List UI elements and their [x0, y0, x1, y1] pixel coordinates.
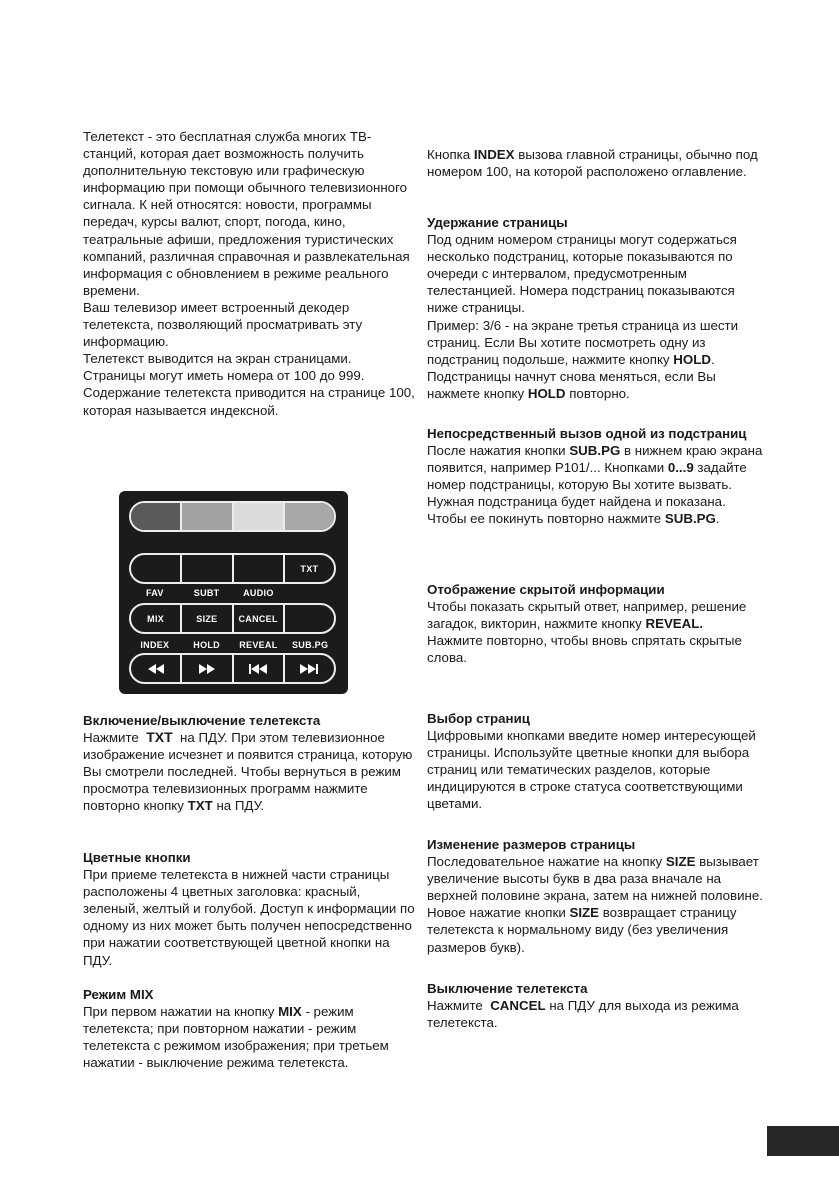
page-select-section: [427, 710, 767, 813]
color-buttons-row: [129, 501, 336, 532]
section-text: Нажмите повторно, чтобы вновь спрятать скрытые слова.: [427, 633, 742, 666]
section-heading: Отображение скрытой информации: [427, 582, 665, 597]
color-buttons-section: [83, 849, 415, 969]
intro-paragraph-3: Телетекст выводится на экран страницами. Страницы могут иметь номера от 100 до 999. Содержание телетекста приводится на странице 100, которая называется индексной.: [83, 351, 415, 418]
section-heading: Выключение телетекста: [427, 981, 588, 996]
audio-button[interactable]: [234, 555, 285, 582]
size-button[interactable]: SIZE: [182, 605, 233, 632]
audio-label: AUDIO: [243, 588, 274, 598]
section-heading: Цветные кнопки: [83, 850, 191, 865]
hold-label: HOLD: [193, 640, 220, 650]
reveal-section: [427, 581, 767, 666]
index-button[interactable]: [131, 655, 182, 682]
fav-label: FAV: [146, 588, 164, 598]
index-section: [427, 146, 767, 180]
function-row-2: [129, 603, 336, 634]
section-heading: Непосредственный вызов одной из подстраниц: [427, 426, 747, 441]
cancel-button[interactable]: CANCEL: [234, 605, 285, 632]
section-text: После нажатия кнопки SUB.PG в нижнем краю экрана появится, например P101/... Кнопками 0...9 задайте номер подстраницы, которую Вы хотите вызвать. Нужная подстраница будет найдена и показана. Чтобы ее покинуть повторно нажмите SUB.PG.: [427, 443, 763, 527]
section-text: Последовательное нажатие на кнопку SIZE вызывает увеличение высоты букв в два раза вначале на верхней половине экрана, затем на нижней половине. Новое нажатие кнопки SIZE возвращает страницу телетекста к нормальному виду (без увеличения размеров букв).: [427, 854, 763, 955]
yellow-button[interactable]: [234, 503, 285, 530]
reveal-label: REVEAL: [239, 640, 278, 650]
section-text: Чтобы показать скрытый ответ, например, решение загадок, викторин, нажмите кнопку REVEAL.: [427, 599, 747, 632]
section-heading: Включение/выключение телетекста: [83, 713, 321, 728]
section-text: При первом нажатии на кнопку MIX - режим телетекста; при повторном нажатии - режим телетекста с режимом изображения; при третьем нажатии - выключение режима телетекста.: [83, 1004, 389, 1071]
mix-mode-section: [83, 986, 415, 1071]
blank-button[interactable]: [285, 605, 334, 632]
red-button[interactable]: [131, 503, 182, 530]
section-text: При приеме телетекста в нижней части страницы расположены 4 цветных заголовка: красный, зеленый, желтый и голубой. Доступ к информации по одному из них может быть получен непосредственно при нажатии соответствующей цветной кнопки на ПДУ.: [83, 867, 415, 968]
section-text: Пример: 3/6 - на экране третья страница из шести страниц. Если Вы хотите посмотреть одну из подстраниц подольше, нажмите кнопку HOLD. Подстраницы начнут снова меняться, если Вы нажмете кнопку HOLD повторно.: [427, 317, 739, 401]
section-text: Кнопка INDEX вызова главной страницы, обычно под номером 100, на которой расположено оглавление.: [427, 147, 758, 180]
intro-paragraph-2: Ваш телевизор имеет встроенный декодер телетекста, позволяющий просматривать эту информацию.: [83, 299, 363, 350]
rewind-icon: [147, 664, 165, 674]
section-text: Нажмите CANCEL на ПДУ для выхода из режима телетекста.: [427, 998, 739, 1031]
section-heading: Выбор страниц: [427, 711, 530, 726]
reveal-button[interactable]: [234, 655, 285, 682]
subpg-label: SUB.PG: [291, 640, 329, 650]
transport-row: [129, 653, 336, 684]
empty-label: [284, 588, 336, 598]
subt-label: SUBT: [193, 588, 220, 598]
hold-button[interactable]: [182, 655, 233, 682]
section-text: Под одним номером страницы могут содержаться несколько подстраниц, которые показываются по очереди с интервалом, предусмотренным телестанцией. Номера подстраниц показываются ниже страницы.: [427, 232, 737, 316]
fast-forward-icon: [198, 664, 216, 674]
green-button[interactable]: [182, 503, 233, 530]
section-text: Цифровыми кнопками введите номер интересующей страницы. Используйте цветные кнопки для выбора страниц или тематических разделов, которые индицируются в строке статуса соответствующими цветами.: [427, 728, 756, 812]
teletext-off-section: [427, 980, 767, 1031]
intro-section: [83, 128, 415, 419]
subpage-section: [427, 425, 767, 528]
teletext-on-off-section: [83, 712, 415, 815]
section-heading: Изменение размеров страницы: [427, 837, 636, 852]
function-labels-1: [129, 588, 336, 598]
intro-paragraph-1: Телетекст - это бесплатная служба многих ТВ-станций, которая дает возможность получить дополнительную текстовую или графическую информацию при помощи обычного телевизионного сигнала. К ней относятся: новости, программы передач, курсы валют, спорт, погода, кино, театральные афиши, предложения туристических компаний, различная справочная и развлекательная информация с обновлением в режиме реального времени.: [83, 129, 410, 298]
section-heading: Удержание страницы: [427, 215, 568, 230]
index-label: INDEX: [140, 640, 170, 650]
hold-section: [427, 214, 767, 402]
skip-forward-icon: [299, 664, 319, 674]
remote-control-panel: [119, 491, 348, 694]
function-labels-2: [129, 640, 336, 650]
section-heading: Режим MIX: [83, 987, 154, 1002]
mix-button[interactable]: MIX: [131, 605, 182, 632]
skip-back-icon: [248, 664, 268, 674]
section-text: Нажмите TXT на ПДУ. При этом телевизионное изображение исчезнет и появится страница, которую Вы смотрели последней. Чтобы вернуться в режим просмотра телевизионных программ нажмите повторно кнопку TXT на ПДУ.: [83, 729, 413, 814]
subpg-button[interactable]: [285, 655, 334, 682]
fav-button[interactable]: [131, 555, 182, 582]
page-size-section: [427, 836, 767, 956]
txt-button[interactable]: TXT: [300, 563, 319, 574]
function-row-1: [129, 553, 336, 584]
page-number-tab: [767, 1126, 839, 1156]
blue-button[interactable]: [285, 503, 334, 530]
subt-button[interactable]: [182, 555, 233, 582]
